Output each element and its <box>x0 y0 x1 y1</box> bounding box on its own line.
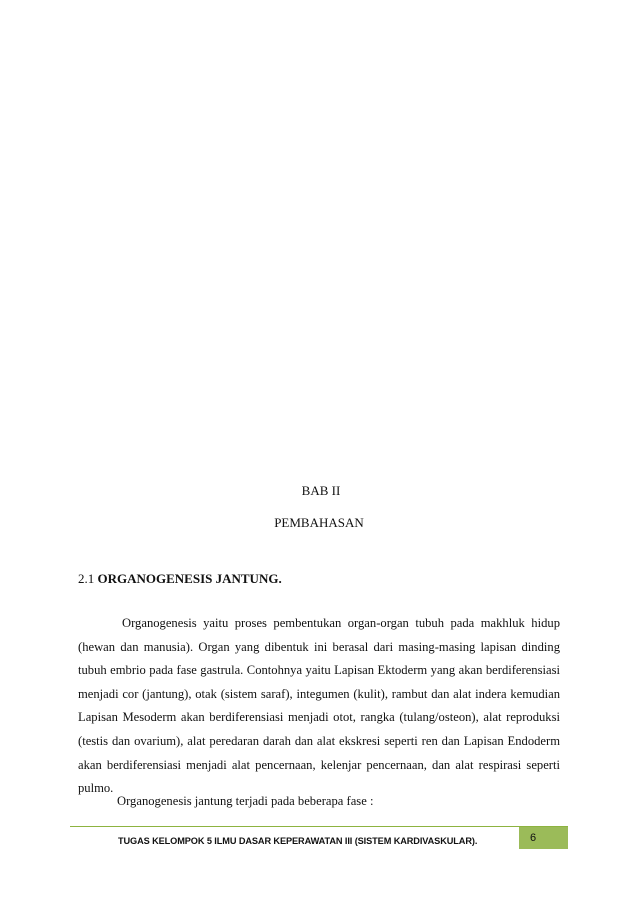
footer-divider <box>70 826 568 827</box>
chapter-title: PEMBAHASAN <box>274 515 364 530</box>
footer-text: TUGAS KELOMPOK 5 ILMU DASAR KEPERAWATAN III (SISTEM KARDIVASKULAR). <box>118 836 478 846</box>
section-number: 2.1 <box>78 571 95 586</box>
page-number: 6 <box>519 827 568 849</box>
section-heading <box>78 571 282 587</box>
section-title: ORGANOGENESIS JANTUNG. <box>97 571 282 586</box>
body-paragraph-phases: Organogenesis jantung terjadi pada beberapa fase : <box>117 794 374 808</box>
body-paragraph: Organogenesis yaitu proses pembentukan organ-organ tubuh pada makhluk hidup (hewan dan manusia). Organ yang dibentuk ini berasal dari masing-masing lapisan dinding tubuh embrio pada fase gastrula. Contohnya yaitu Lapisan Ektoderm yang akan berdiferensiasi menjadi cor (jantung), otak (sistem saraf), integumen (kulit), rambut dan alat indera kemudian Lapisan Mesoderm akan berdiferensiasi menjadi otot, rangka (tulang/osteon), alat reproduksi (testis dan ovarium), alat peredaran darah dan alat ekskresi seperti ren dan Lapisan Endoderm akan berdiferensiasi menjadi alat pencernaan, kelenjar pencernaan, dan alat respirasi seperti pulmo. <box>78 616 560 796</box>
chapter-number: BAB II <box>301 483 341 498</box>
